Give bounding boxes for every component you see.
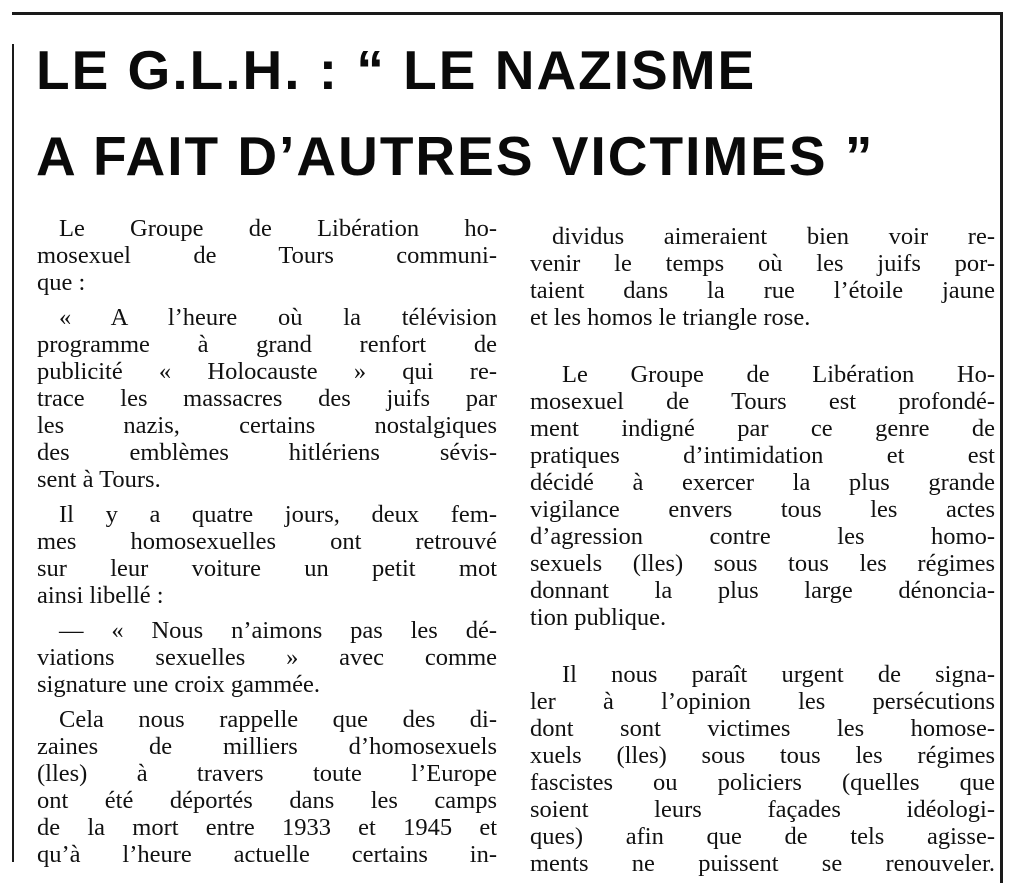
text-line: Il y a quatre jours, deux fem- [59,501,497,528]
text-line: Le Groupe de Libération ho- [59,215,497,242]
text-line: taient dans la rue l’étoile jaune [530,277,995,304]
text-line: dont sont victimes les homose- [530,715,995,742]
text-line: fascistes ou policiers (quelles que [530,769,995,796]
text-line: ments ne puissent se renouveler. [530,850,995,877]
text-line: dividus aimeraient bien voir re- [552,223,995,250]
text-line: sur leur voiture un petit mot [37,555,497,582]
text-line: tion publique. [530,604,667,631]
text-line: (lles) à travers toute l’Europe [37,760,497,787]
text-line: ques) afin que de tels agisse- [530,823,995,850]
left-text-column [37,215,497,868]
text-line: et les homos le triangle rose. [530,304,811,331]
headline-line-2: A FAIT D’AUTRES VICTIMES ” [36,125,875,187]
text-line: viations sexuelles » avec comme [37,644,497,671]
text-line: sent à Tours. [37,466,161,493]
text-line: mes homosexuelles ont retrouvé [37,528,497,555]
text-line: vigilance envers tous les actes [530,496,995,523]
text-line: — « Nous n’aimons pas les dé- [59,617,497,644]
text-line: que : [37,269,86,296]
text-line: pratiques d’intimidation et est [530,442,995,469]
text-line: Il nous paraît urgent de signa- [562,661,995,688]
text-line: décidé à exercer la plus grande [530,469,995,496]
text-line: d’agression contre les homo- [530,523,995,550]
text-line: des emblèmes hitlériens sévis- [37,439,497,466]
text-line: les nazis, certains nostalgiques [37,412,497,439]
text-line: xuels (lles) sous tous les régimes [530,742,995,769]
text-line: publicité « Holocauste » qui re- [37,358,497,385]
text-line: signature une croix gammée. [37,671,321,698]
text-line: programme à grand renfort de [37,331,497,358]
text-line: ont été déportés dans les camps [37,787,497,814]
text-line: donnant la plus large dénoncia- [530,577,995,604]
text-line: sexuels (lles) sous tous les régimes [530,550,995,577]
text-line: ment indigné par ce genre de [530,415,995,442]
left-border-rule [12,44,14,862]
text-line: ainsi libellé : [37,582,164,609]
text-line: venir le temps où les juifs por- [530,250,995,277]
text-line: « A l’heure où la télévision [59,304,497,331]
text-line: Le Groupe de Libération Ho- [562,361,995,388]
right-text-column [530,223,995,877]
text-line: ler à l’opinion les persécutions [530,688,995,715]
top-border-rule [12,12,1003,15]
text-line: trace les massacres des juifs par [37,385,497,412]
text-line: qu’à l’heure actuelle certains in- [37,841,497,868]
headline-line-1: LE G.L.H. : “ LE NAZISME [36,39,757,101]
text-line: mosexuel de Tours est profondé- [530,388,995,415]
right-border-rule [1000,12,1003,883]
text-line: soient leurs façades idéologi- [530,796,995,823]
text-line: mosexuel de Tours communi- [37,242,497,269]
text-line: de la mort entre 1933 et 1945 et [37,814,497,841]
text-line: zaines de milliers d’homosexuels [37,733,497,760]
text-line: Cela nous rappelle que des di- [59,706,497,733]
